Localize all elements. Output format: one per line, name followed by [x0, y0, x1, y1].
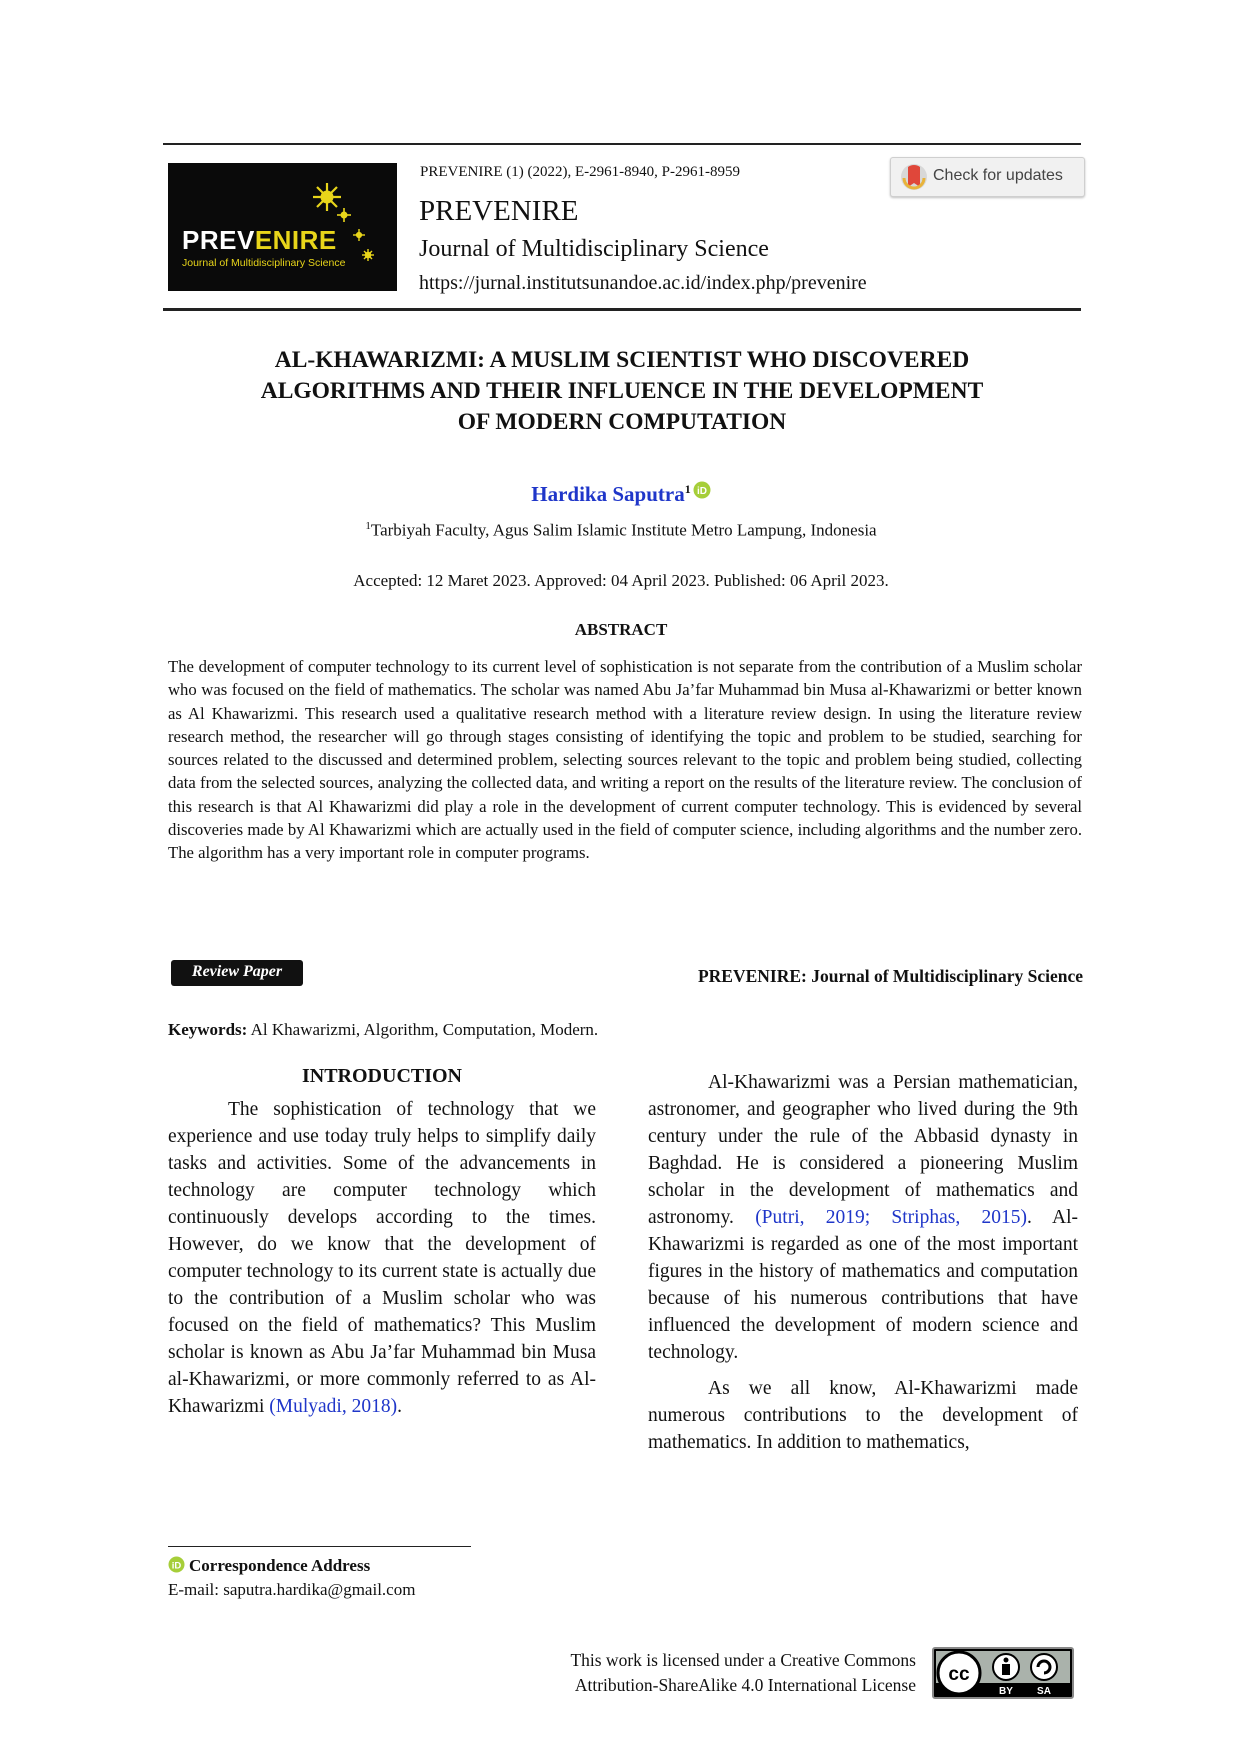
- author-superscript: 1: [684, 482, 691, 496]
- review-paper-badge: [171, 960, 303, 986]
- body-paragraph-text: . Al-Khawarizmi is regarded as one of the most important figures in the history of mathematics and computation because of his numerous contributions that have influenced the development of modern science and technology.: [648, 1207, 1078, 1363]
- correspondence-email[interactable]: E-mail: saputra.hardika@gmail.com: [168, 1580, 416, 1599]
- by-label: BY: [999, 1686, 1013, 1697]
- svg-text:iD: iD: [696, 486, 707, 497]
- affiliation-superscript: 1: [365, 520, 371, 532]
- title-line: OF MODERN COMPUTATION: [457, 409, 787, 435]
- keywords: [168, 1020, 598, 1040]
- introduction-heading: INTRODUCTION: [301, 1065, 463, 1087]
- body-paragraph: As we all know, Al-Khawarizmi made numerous contributions to the development of mathematics. In addition to mathematics,: [648, 1378, 1078, 1453]
- logo-subtitle: Journal of Multidisciplinary Science: [182, 257, 346, 269]
- article-title: [163, 345, 1081, 438]
- license-line: Attribution-ShareAlike 4.0 International License: [574, 1675, 916, 1695]
- logo-wordmark: [182, 225, 337, 256]
- title-line: ALGORITHMS AND THEIR INFLUENCE IN THE DEVELOPMENT: [260, 378, 984, 404]
- issue-line: PREVENIRE (1) (2022), E-2961-8940, P-2961-8959: [420, 164, 740, 180]
- keywords-label: Keywords:: [168, 1020, 248, 1039]
- affiliation: [0, 520, 1242, 541]
- correspondence-heading: [168, 1556, 370, 1576]
- intro-paragraph: [168, 1096, 596, 1420]
- header-bottom-rule: [163, 308, 1081, 311]
- keywords-list: Al Khawarizmi, Algorithm, Computation, Modern.: [247, 1020, 599, 1039]
- orcid-icon[interactable]: [693, 481, 711, 499]
- citation-link[interactable]: (Mulyadi, 2018): [269, 1396, 398, 1417]
- footnote-rule: [168, 1546, 471, 1547]
- journal-subtitle: Journal of Multidisciplinary Science: [419, 236, 769, 262]
- svg-text:iD: iD: [171, 1560, 182, 1572]
- cc-by-sa-badge[interactable]: [932, 1647, 1074, 1699]
- logo-wordmark-white: PREV: [182, 225, 255, 255]
- license-line: This work is licensed under a Creative Commons: [570, 1650, 916, 1670]
- journal-logo: [168, 163, 397, 291]
- author-name[interactable]: Hardika Saputra: [531, 482, 685, 506]
- sa-label: SA: [1037, 1686, 1051, 1697]
- license-text: [570, 1648, 916, 1698]
- journal-full-name: PREVENIRE: Journal of Multidisciplinary Science: [697, 966, 1083, 986]
- abstract-heading: ABSTRACT: [574, 620, 668, 639]
- bookmark-update-icon: [899, 162, 929, 192]
- right-column: [648, 1069, 1078, 1456]
- badge-label: Review Paper: [191, 963, 283, 980]
- check-for-updates-label: Check for updates: [933, 167, 1063, 184]
- journal-url[interactable]: https://jurnal.institutsunandoe.ac.id/index.php/prevenire: [419, 272, 867, 294]
- intro-paragraph-end: .: [397, 1396, 402, 1417]
- correspondence-label: Correspondence Address: [189, 1556, 371, 1575]
- title-line: AL-KHAWARIZMI: A MUSLIM SCIENTIST WHO DISCOVERED: [274, 347, 970, 373]
- intro-paragraph-text: The sophistication of technology that we experience and use today truly helps to simplify daily tasks and activities. Some of the advancements in technology are computer technology which continuously develops according to the times. However, do we know that the development of computer technology to its current state is actually due to the contribution of a Muslim scholar who was focused on the field of mathematics? This Muslim scholar is known as Abu Ja’far Muhammad bin Musa al-Khawarizmi, or more commonly referred to as Al-Khawarizmi: [168, 1099, 596, 1417]
- body-paragraph-text: Al-Khawarizmi was a Persian mathematician, astronomer, and geographer who lived during the 9th century under the rule of the Abbasid dynasty in Baghdad. He is considered a pioneering Muslim scholar in the development of mathematics and astronomy.: [648, 1072, 1078, 1228]
- publication-dates: Accepted: 12 Maret 2023. Approved: 04 April 2023. Published: 06 April 2023.: [353, 571, 889, 590]
- left-column: [168, 1096, 596, 1420]
- orcid-icon[interactable]: [168, 1556, 185, 1573]
- cc-glyph: cc: [948, 1664, 970, 1685]
- header-top-rule: [163, 143, 1081, 145]
- abstract-body: The development of computer technology to its current level of sophistication is not separate from the contribution of a Muslim scholar who was focused on the field of mathematics. The scholar was named Abu Ja’far Muhammad bin Musa al-Khawarizmi or better known as Al Khawarizmi. This research used a qualitative research method with a literature review design. In using the literature review research method, the researcher will go through stages consisting of identifying the topic and problem to be studied, searching for sources related to the discussed and determined problem, selecting sources relevant to the topic and problem being studied, collecting data from the selected sources, analyzing the collected data, and writing a report on the results of the literature review. The conclusion of this research is that Al Khawarizmi did play a role in the development of current computer technology. This is evidenced by several discoveries made by Al Khawarizmi which are actually used in the field of computer science, including algorithms and the number zero. The algorithm has a very important role in computer programs.: [168, 657, 1082, 863]
- affiliation-text: Tarbiyah Faculty, Agus Salim Islamic Institute Metro Lampung, Indonesia: [370, 520, 877, 540]
- author-line: [0, 481, 1242, 507]
- cc-license-icon: [934, 1649, 1072, 1697]
- citation-link[interactable]: (Putri, 2019; Striphas, 2015): [755, 1207, 1027, 1228]
- check-for-updates-button[interactable]: [890, 157, 1085, 197]
- logo-wordmark-yellow: ENIRE: [254, 225, 337, 255]
- journal-name: PREVENIRE: [419, 195, 579, 227]
- body-paragraph: [648, 1069, 1078, 1366]
